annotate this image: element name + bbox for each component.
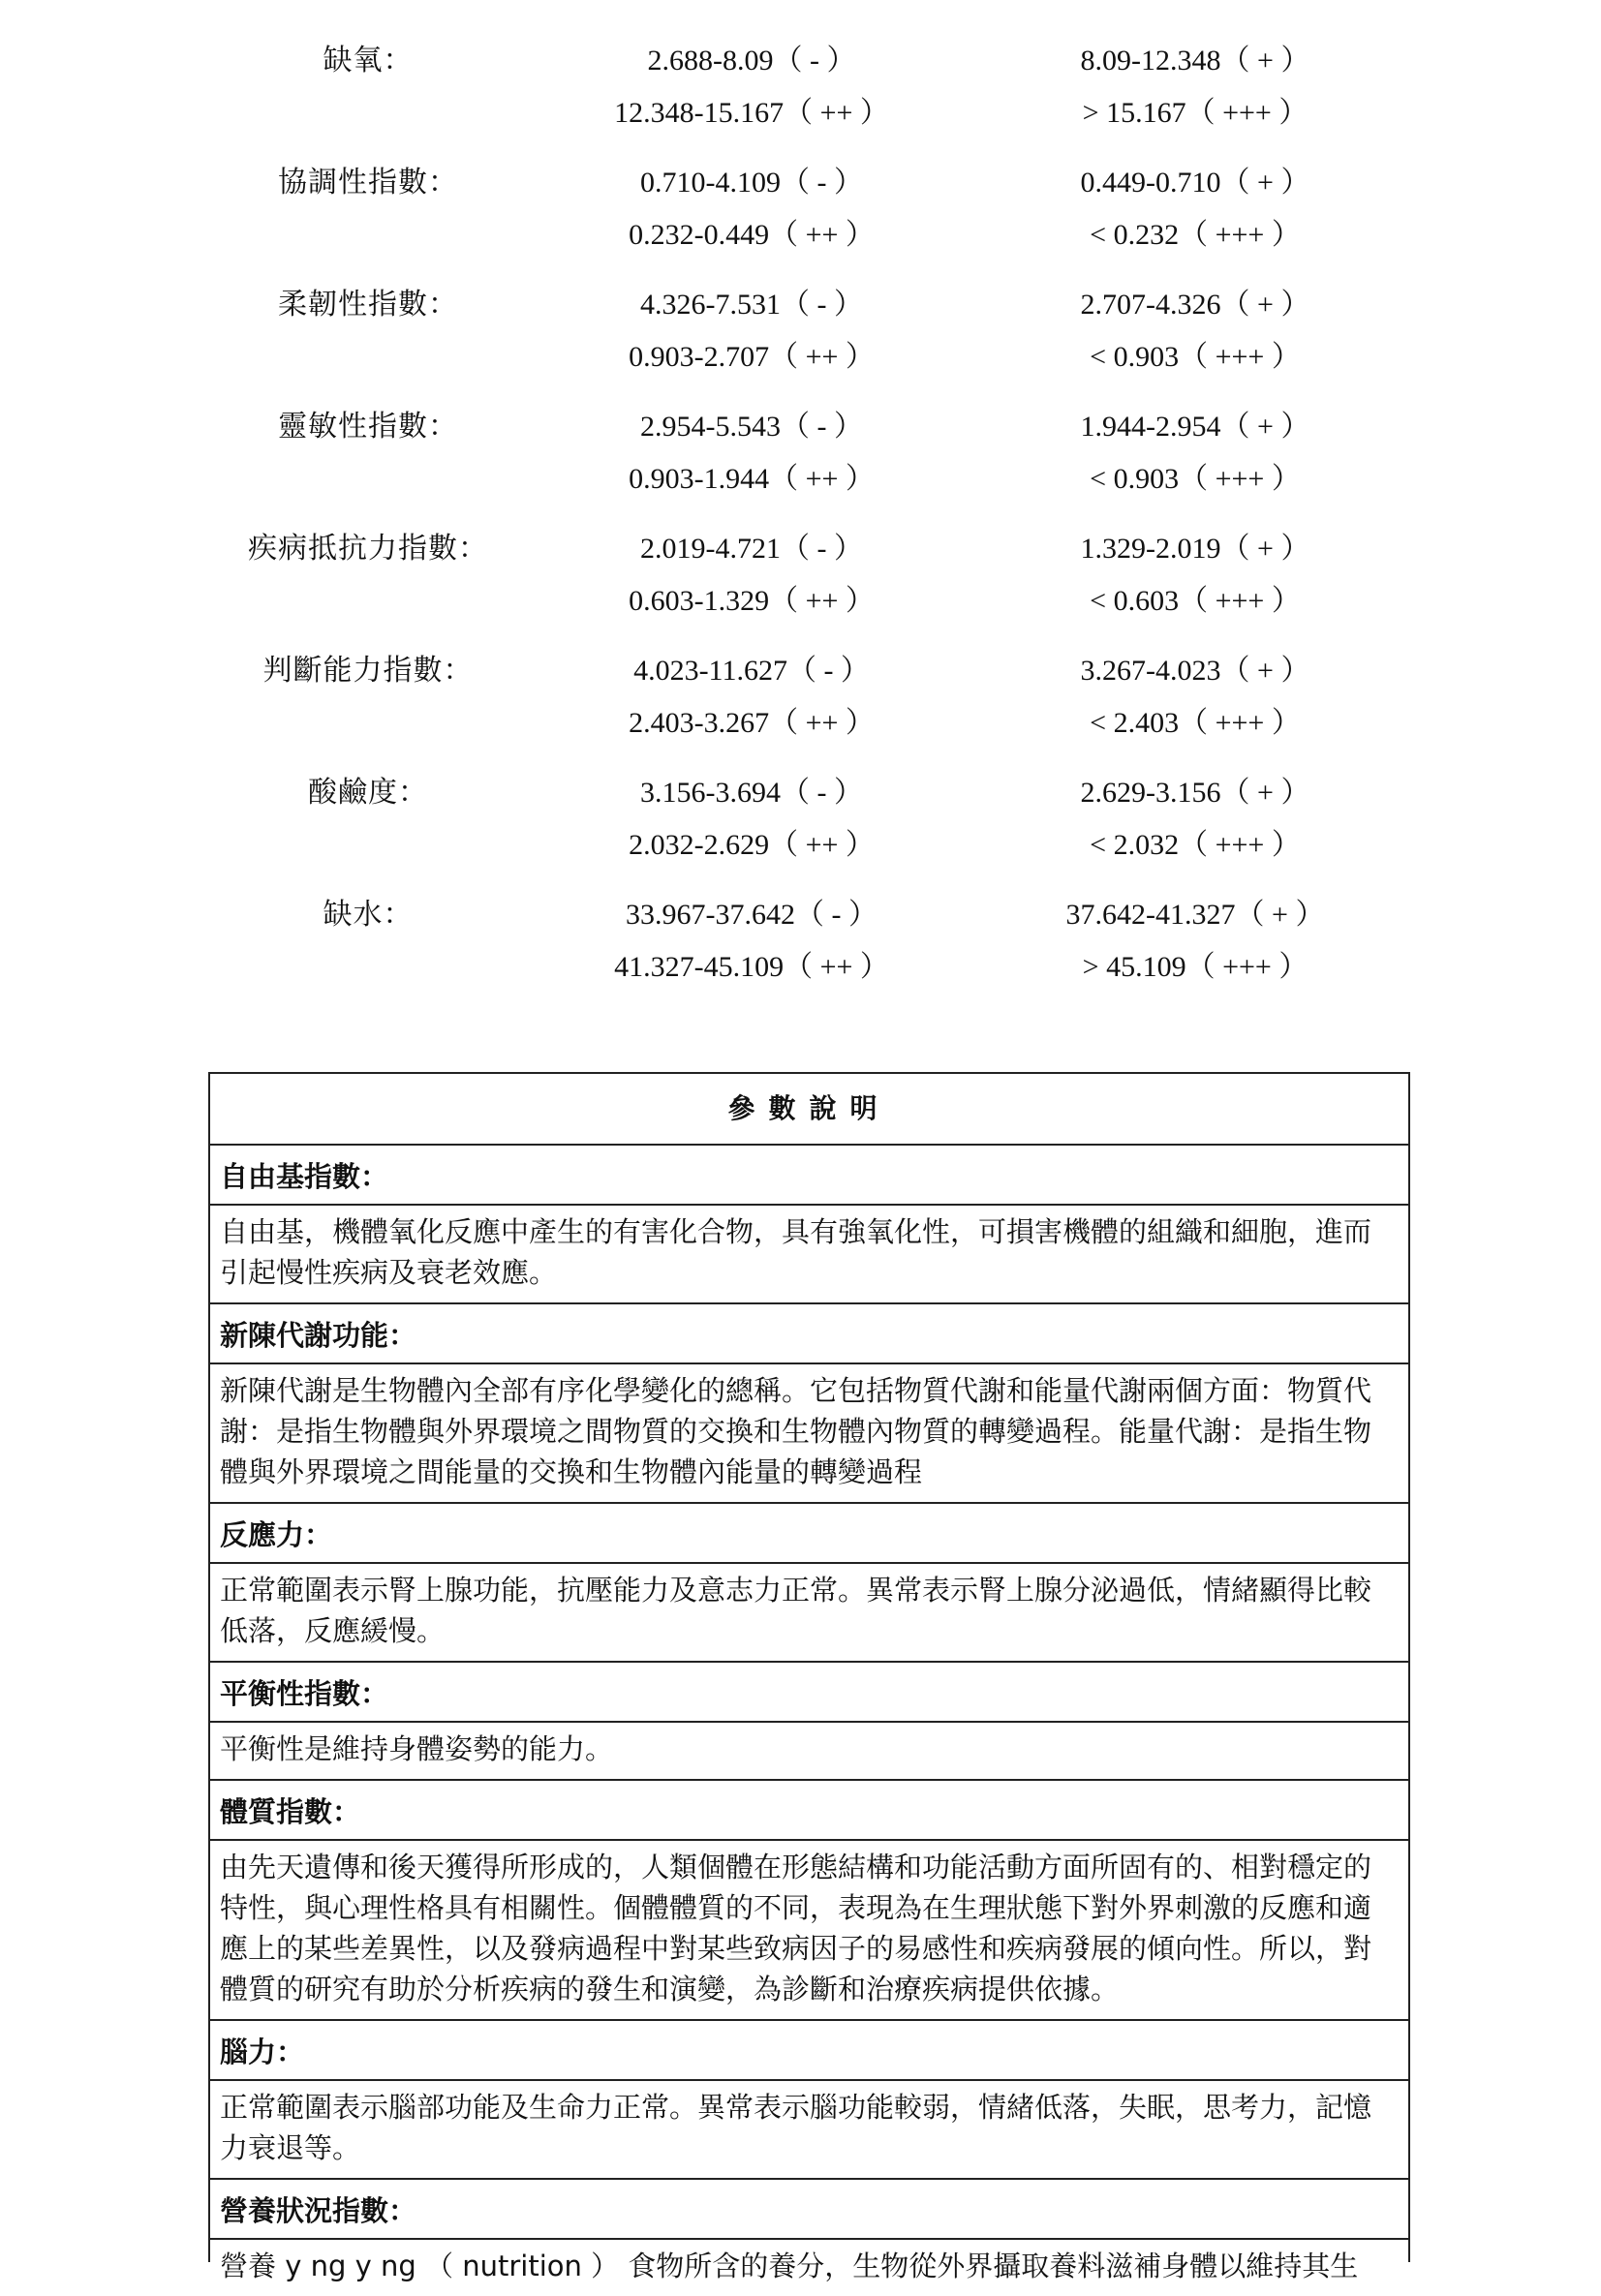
parameter-title: 腦力： xyxy=(220,2036,305,2068)
range-row xyxy=(0,455,1601,504)
range-group xyxy=(0,647,1601,769)
range-value: 4.326-7.531（ - ） xyxy=(640,289,863,321)
range-group xyxy=(0,281,1601,403)
range-value: 2.403-3.267（ ++ ） xyxy=(629,707,875,739)
range-value: 2.019-4.721（ - ） xyxy=(640,533,863,565)
range-value: 2.629-3.156（ + ） xyxy=(1080,777,1310,809)
reference-range-list xyxy=(0,37,1601,1013)
range-row xyxy=(0,577,1601,626)
divider xyxy=(210,1839,1408,1841)
range-value: 1.329-2.019（ + ） xyxy=(1080,533,1310,565)
parameter-table-header: 參數說明 xyxy=(210,1074,1408,1146)
range-value: 41.327-45.109（ ++ ） xyxy=(614,951,889,983)
range-label: 酸鹼度： xyxy=(308,776,428,810)
range-row xyxy=(0,159,1601,207)
range-value: 2.032-2.629（ ++ ） xyxy=(629,829,875,861)
range-group xyxy=(0,159,1601,281)
range-value: 0.449-0.710（ + ） xyxy=(1080,167,1310,199)
range-value: < 0.903（ +++ ） xyxy=(1090,463,1301,495)
parameter-description: 由先天遺傳和後天獲得所形成的，人類個體在形態結構和功能活動方面所固有的、相對穩定的特性，與心理性格具有相關性。個體體質的不同，表現為在生理狀態下對外界刺激的反應和適應上的某些差異性，以及發病過程中對某些致病因子的易感性和疾病發展的傾向性。所以，對體質的研究有助於分析疾病的發生和演變，為診斷和治療疾病提供依據。 xyxy=(220,1851,1372,2005)
parameter-section xyxy=(210,1781,1408,2021)
range-row xyxy=(0,89,1601,138)
range-group xyxy=(0,37,1601,159)
range-value: > 45.109（ +++ ） xyxy=(1082,951,1309,983)
range-value: 0.603-1.329（ ++ ） xyxy=(629,585,875,617)
range-value: 0.903-2.707（ ++ ） xyxy=(629,341,875,373)
range-row xyxy=(0,403,1601,451)
range-label: 缺氧： xyxy=(323,44,414,77)
range-group xyxy=(0,525,1601,647)
parameter-section xyxy=(210,1146,1408,1304)
range-value: < 0.903（ +++ ） xyxy=(1090,341,1301,373)
range-value: 2.954-5.543（ - ） xyxy=(640,411,863,443)
range-label: 判斷能力指數： xyxy=(262,654,474,688)
parameter-description: 自由基，機體氧化反應中產生的有害化合物，具有強氧化性，可損害機體的組織和細胞，進而引起慢性疾病及衰老效應。 xyxy=(220,1215,1372,1289)
range-label: 靈敏性指數： xyxy=(278,410,458,444)
parameter-section xyxy=(210,1663,1408,1781)
parameter-section xyxy=(210,2180,1408,2296)
range-row xyxy=(0,891,1601,939)
range-value: < 2.403（ +++ ） xyxy=(1090,707,1301,739)
range-label: 疾病抵抗力指數： xyxy=(248,532,488,566)
range-value: 0.232-0.449（ ++ ） xyxy=(629,219,875,251)
range-row xyxy=(0,699,1601,748)
parameter-description: 正常範圍表示腦部功能及生命力正常。異常表示腦功能較弱，情緒低落，失眠，思考力，記憶力衰退等。 xyxy=(220,2091,1372,2164)
range-label: 缺水： xyxy=(323,898,414,932)
parameter-title: 營養狀況指數： xyxy=(220,2194,417,2227)
range-row xyxy=(0,943,1601,992)
parameter-title: 體質指數： xyxy=(220,1795,361,1828)
range-row xyxy=(0,647,1601,695)
range-label: 柔韌性指數： xyxy=(278,288,458,321)
parameter-description-table xyxy=(208,1072,1410,2282)
range-value: 3.267-4.023（ + ） xyxy=(1080,655,1310,687)
range-value: 3.156-3.694（ - ） xyxy=(640,777,863,809)
range-value: < 2.032（ +++ ） xyxy=(1090,829,1301,861)
range-row xyxy=(0,821,1601,870)
range-row xyxy=(0,333,1601,382)
range-value: 1.944-2.954（ + ） xyxy=(1080,411,1310,443)
divider xyxy=(210,1721,1408,1723)
range-value: < 0.232（ +++ ） xyxy=(1090,219,1301,251)
parameter-title: 反應力： xyxy=(220,1518,333,1551)
parameter-description: 營養 y ng y ng （ nutrition ） 食物所含的養分，生物從外界攝取養料滋補身體以維持其生 xyxy=(220,2250,1359,2282)
parameter-section xyxy=(210,1304,1408,1504)
range-value: 33.967-37.642（ - ） xyxy=(626,899,877,931)
range-group xyxy=(0,891,1601,1013)
parameter-section xyxy=(210,2021,1408,2180)
range-value: 12.348-15.167（ ++ ） xyxy=(614,97,889,129)
range-value: 2.707-4.326（ + ） xyxy=(1080,289,1310,321)
parameter-section xyxy=(210,1504,1408,1663)
range-row xyxy=(0,211,1601,260)
parameter-title: 自由基指數： xyxy=(220,1160,389,1193)
range-row xyxy=(0,769,1601,817)
divider xyxy=(210,1562,1408,1564)
range-row xyxy=(0,37,1601,85)
range-value: 0.710-4.109（ - ） xyxy=(640,167,863,199)
range-value: 37.642-41.327（ + ） xyxy=(1065,899,1325,931)
range-row xyxy=(0,525,1601,573)
range-group xyxy=(0,769,1601,891)
parameter-description: 正常範圍表示腎上腺功能，抗壓能力及意志力正常。異常表示腎上腺分泌過低，情緒顯得比較低落，反應緩慢。 xyxy=(220,1574,1372,1647)
range-value: 8.09-12.348（ + ） xyxy=(1080,45,1310,77)
parameter-description: 新陳代謝是生物體內全部有序化學變化的總稱。它包括物質代謝和能量代謝兩個方面：物質代謝：是指生物體與外界環境之間物質的交換和生物體內物質的轉變過程。能量代謝：是指生物體與外界環境之間能量的交換和生物體內能量的轉變過程 xyxy=(220,1374,1372,1488)
divider xyxy=(210,2079,1408,2081)
range-value: 0.903-1.944（ ++ ） xyxy=(629,463,875,495)
divider xyxy=(210,1204,1408,1206)
range-value: < 0.603（ +++ ） xyxy=(1090,585,1301,617)
range-value: 2.688-8.09（ - ） xyxy=(647,45,856,77)
range-value: > 15.167（ +++ ） xyxy=(1082,97,1309,129)
divider xyxy=(210,1362,1408,1364)
parameter-description: 平衡性是維持身體姿勢的能力。 xyxy=(220,1732,614,1765)
parameter-title: 平衡性指數： xyxy=(220,1677,389,1710)
range-row xyxy=(0,281,1601,329)
range-group xyxy=(0,403,1601,525)
divider xyxy=(210,2238,1408,2240)
parameter-title: 新陳代謝功能： xyxy=(220,1319,417,1352)
range-value: 4.023-11.627（ - ） xyxy=(633,655,870,687)
range-label: 協調性指數： xyxy=(278,166,458,199)
